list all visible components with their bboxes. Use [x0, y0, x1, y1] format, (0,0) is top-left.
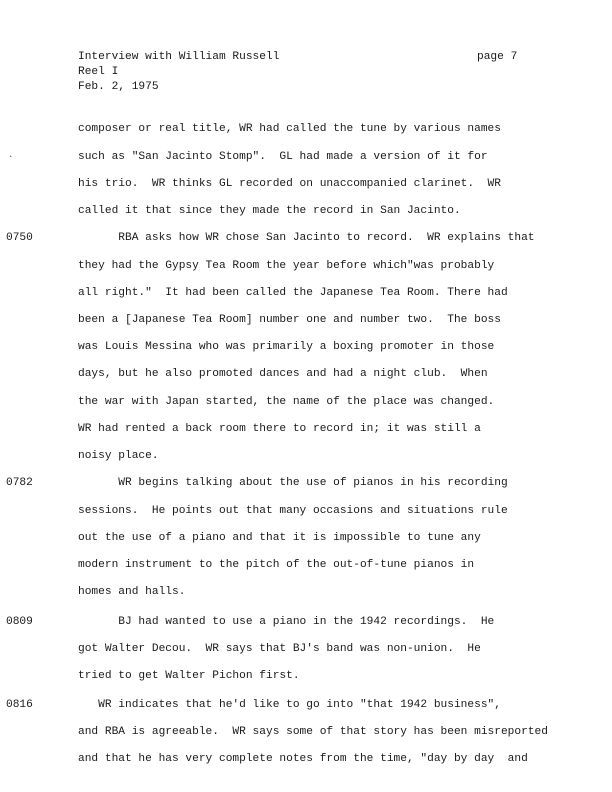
body-line: such as "San Jacinto Stomp". GL had made a version of it for: [78, 151, 488, 163]
body-line: called it that since they made the record in San Jacinto.: [78, 205, 461, 217]
body-line: sessions. He points out that many occasions and situations rule: [78, 505, 508, 517]
timecode-0809: 0809: [6, 616, 33, 628]
page-number: page 7: [477, 51, 518, 63]
body-line: homes and halls.: [78, 586, 186, 598]
page-header: [78, 50, 279, 95]
body-line: and RBA is agreeable. WR says some of that story has been misreported: [78, 726, 548, 738]
body-line: they had the Gypsy Tea Room the year before which"was probably: [78, 260, 495, 272]
timecode-0816: 0816: [6, 699, 33, 711]
header-date: Feb. 2, 1975: [78, 81, 159, 93]
timecode-0750: 0750: [6, 232, 33, 244]
body-line: BJ had wanted to use a piano in the 1942 recordings. He: [78, 616, 495, 628]
body-line: days, but he also promoted dances and had a night club. When: [78, 368, 488, 380]
body-line: RBA asks how WR chose San Jacinto to record. WR explains that: [78, 232, 535, 244]
scan-speck: ·: [8, 152, 14, 162]
body-line: out the use of a piano and that it is impossible to tune any: [78, 532, 481, 544]
body-line: and that he has very complete notes from the time, "day by day and: [78, 753, 528, 765]
body-line: noisy place.: [78, 450, 159, 462]
body-line: composer or real title, WR had called the tune by various names: [78, 123, 501, 135]
body-line: all right." It had been called the Japanese Tea Room. There had: [78, 287, 508, 299]
body-line: the war with Japan started, the name of the place was changed.: [78, 396, 495, 408]
body-line: WR had rented a back room there to record in; it was still a: [78, 423, 481, 435]
timecode-0782: 0782: [6, 477, 33, 489]
body-line: WR indicates that he'd like to go into "that 1942 business",: [78, 699, 501, 711]
body-line: was Louis Messina who was primarily a boxing promoter in those: [78, 341, 495, 353]
header-reel: Reel I: [78, 66, 119, 78]
body-line: got Walter Decou. WR says that BJ's band was non-union. He: [78, 643, 481, 655]
body-line: WR begins talking about the use of pianos in his recording: [78, 477, 508, 489]
body-line: been a [Japanese Tea Room] number one and number two. The boss: [78, 314, 501, 326]
body-line: tried to get Walter Pichon first.: [78, 670, 300, 682]
header-title: Interview with William Russell: [78, 51, 280, 63]
body-line: his trio. WR thinks GL recorded on unaccompanied clarinet. WR: [78, 178, 501, 190]
body-line: modern instrument to the pitch of the out-of-tune pianos in: [78, 559, 475, 571]
